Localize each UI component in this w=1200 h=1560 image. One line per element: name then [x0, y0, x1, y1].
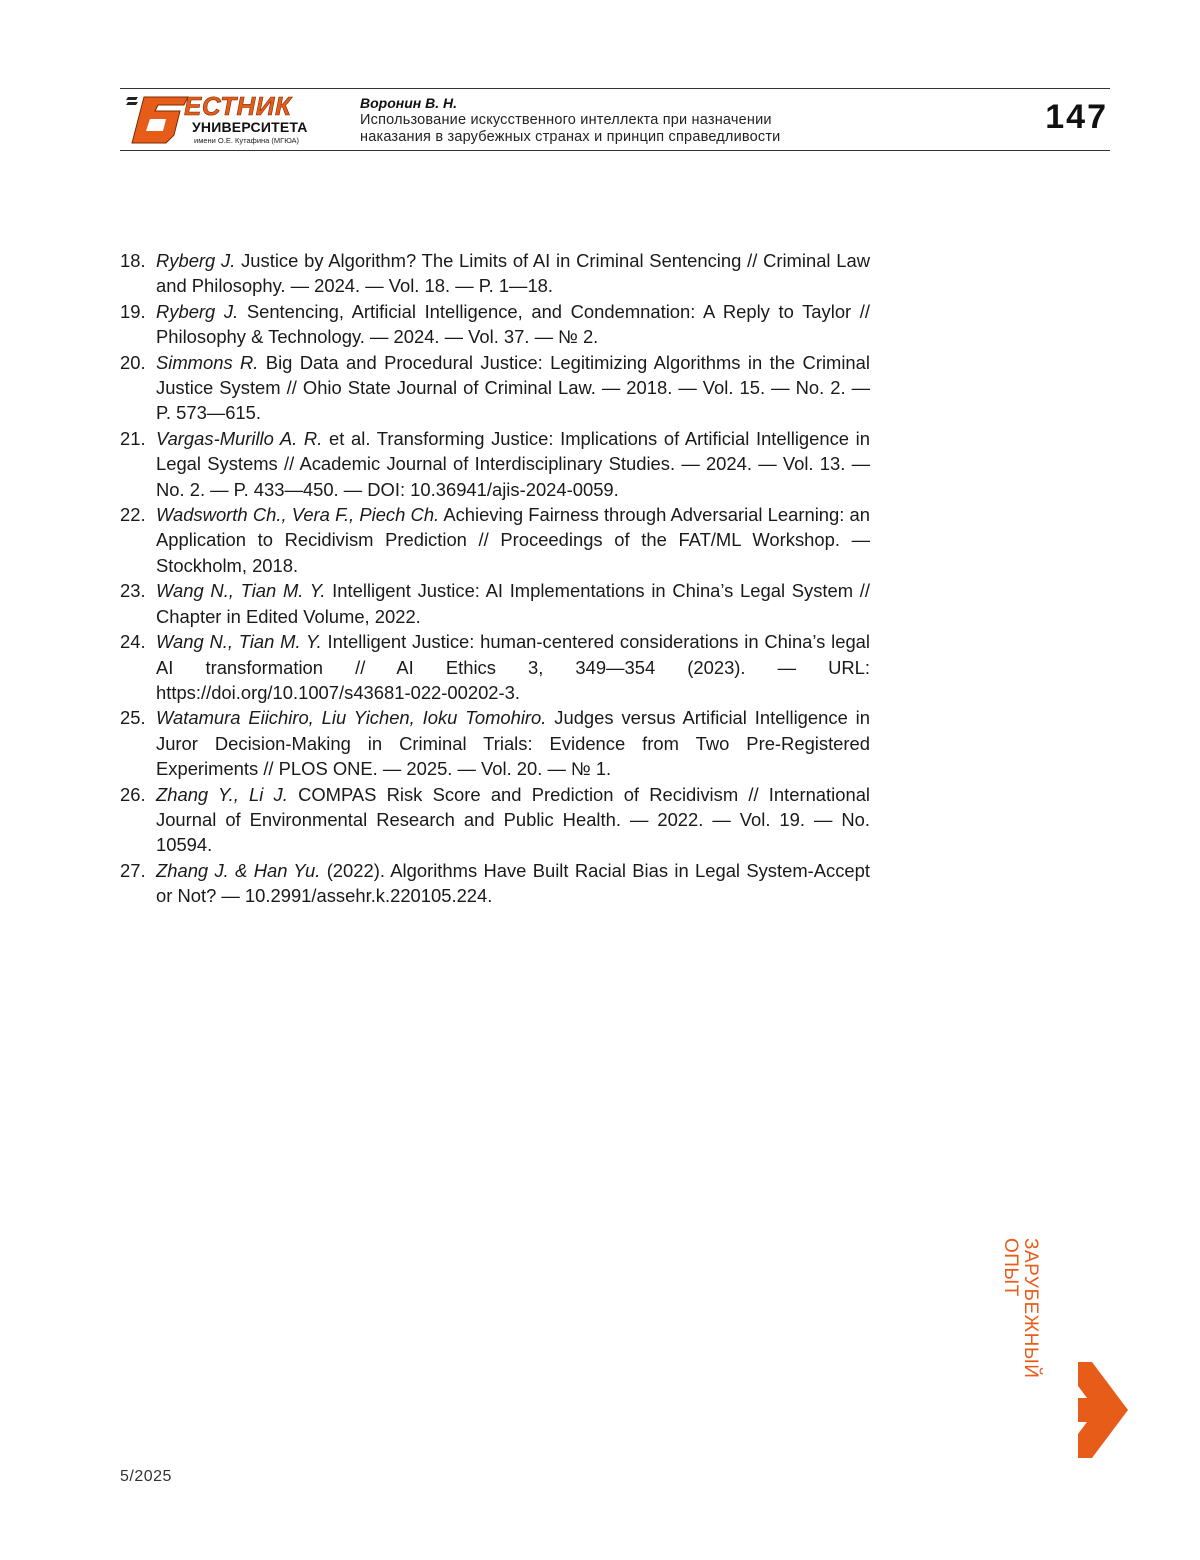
logo-title: ЕСТНИК — [184, 91, 292, 121]
section-label-line-2: ОПЫТ — [1000, 1238, 1021, 1297]
reference-text: Intelligent Justice: AI Implementations in China’s Legal System // Chapter in Edited Volume, 2022. — [156, 580, 870, 627]
page-number: 147 — [1045, 98, 1108, 136]
reference-item — [120, 782, 870, 858]
reference-author: Simmons R. — [156, 351, 259, 373]
reference-author: Ryberg J. — [156, 300, 239, 322]
reference-text: Intelligent Justice: human-centered considerations in China’s legal AI transformation // AI Ethics 3, 349—354 (2023). — URL: https://doi.org/10.1007/s43681-022-00202-3. — [156, 631, 870, 703]
reference-number: 23. — [120, 580, 146, 602]
reference-author: Watamura Eiichiro, Liu Yichen, Ioku Tomohiro. — [156, 707, 547, 729]
reference-item — [120, 350, 870, 426]
issue-number: 5/2025 — [120, 1468, 172, 1485]
logo-subtitle-2: имени О.Е. Кутафина (МГЮА) — [194, 136, 300, 145]
reference-author: Vargas-Murillo A. R. — [156, 427, 323, 449]
reference-item — [120, 629, 870, 705]
reference-item — [120, 578, 870, 629]
section-label-line-1: ЗАРУБЕЖНЫЙ — [1020, 1238, 1041, 1379]
section-label — [1000, 1238, 1041, 1418]
article-title-line-1: Использование искусственного интеллекта при назначении — [360, 112, 772, 128]
page-header — [120, 88, 1110, 151]
reference-item — [120, 299, 870, 350]
reference-item — [120, 502, 870, 578]
reference-number: 21. — [120, 427, 146, 449]
reference-number: 25. — [120, 707, 146, 729]
logo-subtitle: УНИВЕРСИТЕТА — [192, 119, 308, 135]
reference-text: Sentencing, Artificial Intelligence, and Condemnation: A Reply to Taylor // Philosophy & Technology. — 2024. — Vol. 37. — № 2. — [156, 300, 871, 348]
reference-text: Justice by Algorithm? The Limits of AI in Criminal Sentencing // Criminal Law and Philosophy. — 2024. — Vol. 18. — P. 1—18. — [156, 250, 870, 297]
reference-item — [120, 426, 870, 502]
article-author: Воронин В. Н. — [360, 95, 458, 111]
reference-text: COMPAS Risk Score and Prediction of Recidivism // International Journal of Environmental Research and Public Health. — 2022. — Vol. 19. — No. 10594. — [156, 783, 871, 856]
reference-author: Wang N., Tian M. Y. — [156, 580, 326, 602]
reference-author: Zhang Y., Li J. — [156, 783, 288, 805]
reference-number: 26. — [120, 783, 146, 805]
running-head — [360, 95, 960, 146]
reference-item — [120, 705, 870, 781]
arrow-right-icon — [1076, 1360, 1130, 1460]
reference-text: (2022). Algorithms Have Built Racial Bias in Legal System-Accept or Not? — 10.2991/assehr.k.220105.224. — [156, 859, 870, 907]
reference-item — [120, 248, 870, 299]
reference-text: Achieving Fairness through Adversarial Learning: an Application to Recidivism Prediction // Proceedings of the FAT/ML Workshop. — Stockholm, 2018. — [156, 504, 870, 576]
reference-number: 18. — [120, 250, 146, 271]
reference-author: Wang N., Tian M. Y. — [156, 631, 322, 653]
reference-author: Zhang J. & Han Yu. — [156, 859, 321, 881]
reference-author: Wadsworth Ch., Vera F., Piech Ch. — [156, 504, 440, 526]
reference-item — [120, 858, 870, 909]
reference-list — [120, 248, 870, 909]
article-title-line-2: наказания в зарубежных странах и принцип справедливости — [360, 129, 781, 145]
journal-logo — [120, 93, 330, 147]
reference-number: 24. — [120, 631, 146, 653]
reference-number: 22. — [120, 504, 146, 526]
reference-author: Ryberg J. — [156, 250, 236, 271]
reference-number: 27. — [120, 859, 146, 881]
reference-text: Big Data and Procedural Justice: Legitimizing Algorithms in the Criminal Justice System // Ohio State Journal of Criminal Law. — 2018. — Vol. 15. — No. 2. — P. 573—615. — [156, 351, 870, 424]
reference-text: et al. Transforming Justice: Implications of Artificial Intelligence in Legal Systems // Academic Journal of Interdisciplinary Studies. — 2024. — Vol. 13. — No. 2. — P. 433—450. — DOI: 10.36941/ajis-2024-0059. — [156, 427, 870, 500]
reference-text: Judges versus Artificial Intelligence in Juror Decision-Making in Criminal Trials: Evidence from Two Pre-Registered Experiments // PLOS ONE. — 2025. — Vol. 20. — № 1. — [156, 707, 870, 780]
reference-number: 20. — [120, 351, 146, 373]
reference-number: 19. — [120, 300, 146, 322]
